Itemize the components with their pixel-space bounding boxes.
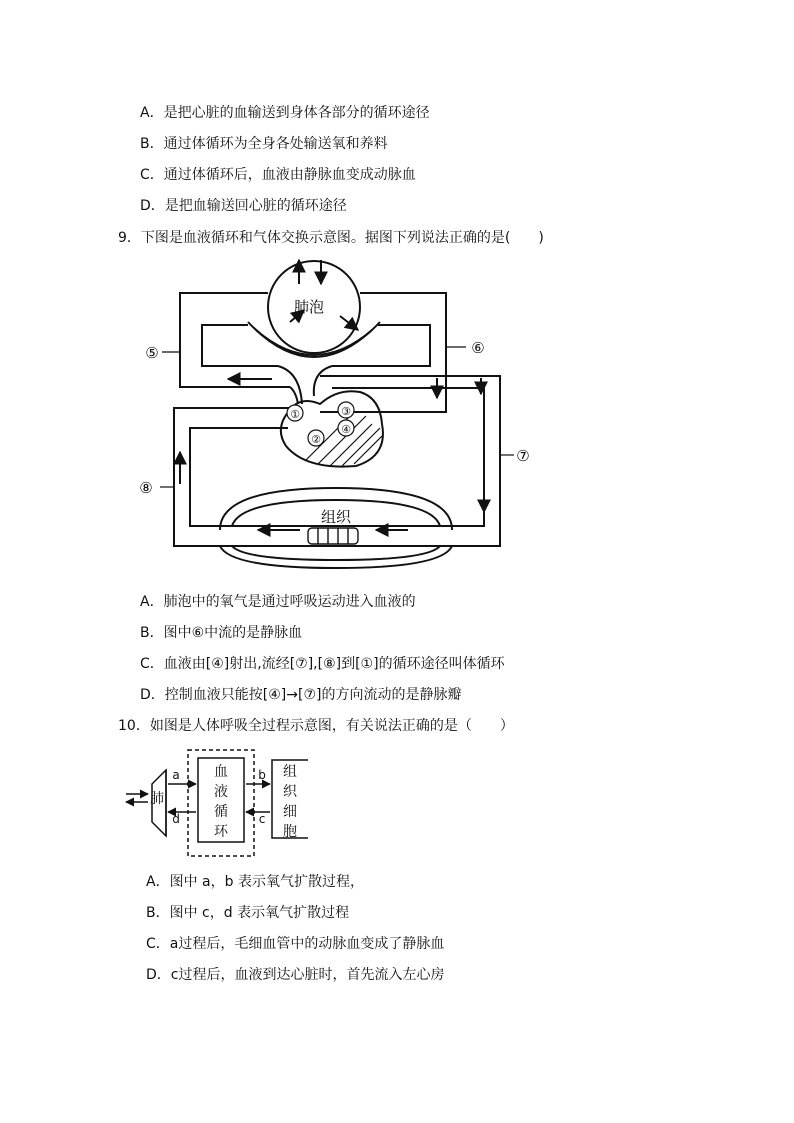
letter-a: a	[172, 768, 180, 782]
blood-label-2: 液	[214, 784, 228, 800]
tissue-cell-label-2: 织	[283, 784, 297, 800]
alveolus-label: 肺泡	[293, 298, 325, 316]
vessel-8-label: ⑧	[139, 479, 153, 497]
tissue-cell-label-4: 胞	[283, 824, 297, 840]
q9-option-d: D．控制血液只能按[④]→[⑦]的方向流动的是静脉瓣	[140, 687, 462, 703]
heart-chamber-1: ①	[290, 408, 300, 421]
q8-option-a: A．是把心脏的血输送到身体各部分的循环途径	[140, 105, 430, 121]
q9-option-b: B．图中⑥中流的是静脉血	[140, 625, 303, 641]
blood-label-4: 环	[214, 824, 228, 840]
blood-label-3: 循	[214, 804, 228, 820]
vessel-5-label: ⑤	[145, 344, 159, 362]
q9-option-c: C．血液由[④]射出,流经[⑦],[⑧]到[①]的循环途径叫体循环	[140, 656, 505, 672]
tissue-cell-label-3: 细	[283, 804, 297, 820]
letter-c: c	[258, 812, 266, 826]
tissue-cell-label-1: 组	[283, 764, 297, 780]
q10-stem: 10．如图是人体呼吸全过程示意图，有关说法正确的是（ ）	[118, 718, 514, 734]
blood-label-1: 血	[214, 764, 228, 780]
q10-option-d: D．c过程后，血液到达心脏时，首先流入左心房	[146, 967, 445, 983]
heart-chamber-4: ④	[341, 423, 351, 436]
vessel-7-label: ⑦	[516, 447, 530, 465]
q10-option-a: A．图中 a，b 表示氧气扩散过程，	[146, 874, 364, 890]
q8-option-d: D．是把血输送回心脏的循环途径	[140, 198, 347, 214]
q9-option-a: A．肺泡中的氧气是通过呼吸运动进入血液的	[140, 594, 416, 610]
tissue-label: 组织	[320, 508, 352, 526]
heart-chamber-2: ②	[311, 433, 321, 446]
q8-option-c: C．通过体循环后，血液由静脉血变成动脉血	[140, 167, 416, 183]
heart-chamber-3: ③	[341, 405, 351, 418]
q10-option-b: B．图中 c，d 表示氧气扩散过程	[146, 905, 350, 921]
letter-b: b	[258, 768, 266, 782]
vessel-6-label: ⑥	[471, 339, 485, 357]
q10-option-c: C．a过程后，毛细血管中的动脉血变成了静脉血	[146, 936, 445, 952]
lung-label: 肺	[150, 791, 164, 807]
q8-option-b: B．通过体循环为全身各处输送氧和养料	[140, 136, 388, 152]
q9-stem: 9．下图是血液循环和气体交换示意图。据图下列说法正确的是( )	[118, 230, 544, 246]
letter-d: d	[172, 812, 180, 826]
